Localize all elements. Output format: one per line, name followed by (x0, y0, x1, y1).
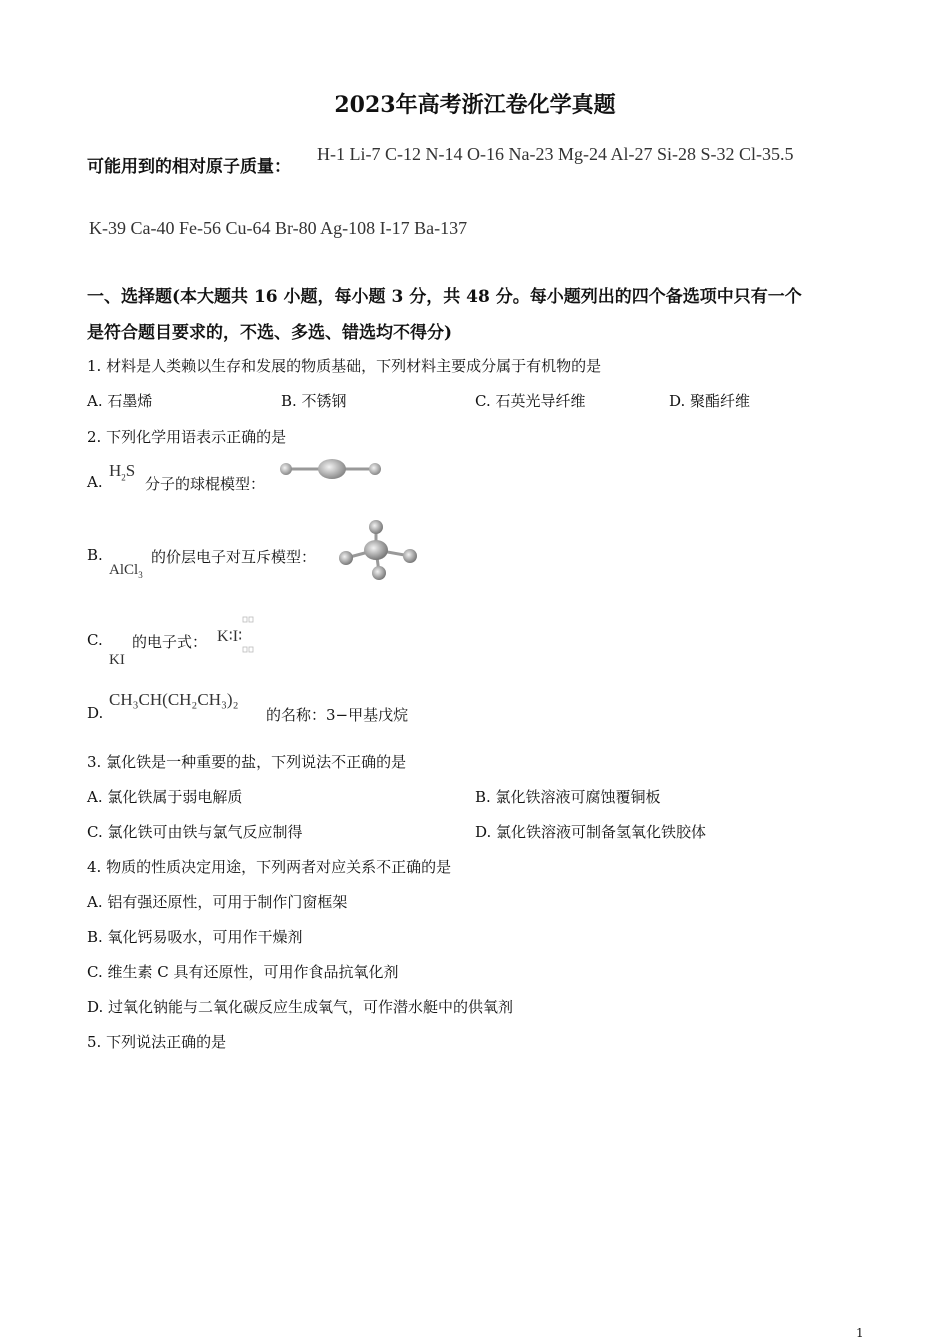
q3-option-c: C. 氯化铁可由铁与氯气反应制得 (87, 823, 303, 841)
q1-option-c: C. 石英光导纤维 (475, 392, 586, 410)
q2-option-a-label: A. (87, 473, 103, 491)
q4-stem: 4. 物质的性质决定用途，下列两者对应关系不正确的是 (87, 858, 452, 876)
ball-stick-model-image (276, 456, 386, 486)
q2-option-b-label: B. (87, 546, 103, 564)
q4-option-c: C. 维生素 C 具有还原性，可用作食品抗氧化剂 (87, 963, 399, 981)
page-title: 2023年高考浙江卷化学真题 (334, 92, 616, 118)
ki-electron-formula: K∶I∶ (217, 628, 243, 645)
page-number: 1 (856, 1326, 864, 1340)
section-heading-line-2: 是符合题目要求的，不选、多选、错选均不得分) (87, 323, 453, 343)
q2-option-c-text: 的电子式： (132, 633, 208, 651)
q2-option-a-formula: $H_2S$ (109, 461, 136, 483)
section-heading-line-1: 一、选择题(本大题共 16 小题，每小题 3 分，共 48 分。每小题列出的四个备选项中只有一个 (87, 287, 802, 307)
q2-option-c-formula: KI (109, 652, 125, 668)
q2-option-a-text: 分子的球棍模型： (145, 475, 266, 493)
q4-option-b: B. 氧化钙易吸水，可用作干燥剂 (87, 928, 303, 946)
atomic-mass-line-1: H-1 Li-7 C-12 N-14 O-16 Na-23 Mg-24 Al-27 Si-28 S-32 Cl-35.5 (317, 144, 794, 164)
q2-stem: 2. 下列化学用语表示正确的是 (87, 428, 287, 446)
q3-option-d: D. 氯化铁溶液可制备氢氧化铁胶体 (475, 823, 707, 841)
q4-option-a: A. 铝有强还原性，可用于制作门窗框架 (87, 893, 348, 911)
atomic-mass-line-2: K-39 Ca-40 Fe-56 Cu-64 Br-80 Ag-108 I-17 Ba-137 (89, 218, 468, 238)
q1-stem: 1. 材料是人类赖以生存和发展的物质基础，下列材料主要成分属于有机物的是 (87, 357, 602, 375)
q2-option-b-formula: AlCl$_3$ (109, 562, 143, 580)
q1-option-a: A. 石墨烯 (87, 392, 153, 410)
q2-option-d-formula: CH₃CH(CH₂CH₃)₂ (109, 690, 239, 709)
q1-option-b: B. 不锈钢 (281, 392, 347, 410)
q2-option-c-label: C. (87, 631, 103, 649)
vsepr-model-image (332, 518, 424, 584)
q4-option-d: D. 过氧化钠能与二氧化碳反应生成氧气，可作潜水艇中的供氧剂 (87, 998, 514, 1016)
q3-option-b: B. 氯化铁溶液可腐蚀覆铜板 (475, 788, 661, 806)
q2-option-d-label: D. (87, 704, 104, 722)
lone-pair-dots (242, 615, 256, 655)
atomic-mass-label: 可能用到的相对原子质量： (87, 157, 291, 177)
q3-stem: 3. 氯化铁是一种重要的盐，下列说法不正确的是 (87, 753, 407, 771)
q2-option-b-text: 的价层电子对互斥模型： (151, 548, 317, 566)
q2-option-d-text: 的名称：3−甲基戊烷 (266, 706, 409, 724)
q5-stem: 5. 下列说法正确的是 (87, 1033, 227, 1051)
q1-option-d: D. 聚酯纤维 (669, 392, 751, 410)
q3-option-a: A. 氯化铁属于弱电解质 (87, 788, 243, 806)
